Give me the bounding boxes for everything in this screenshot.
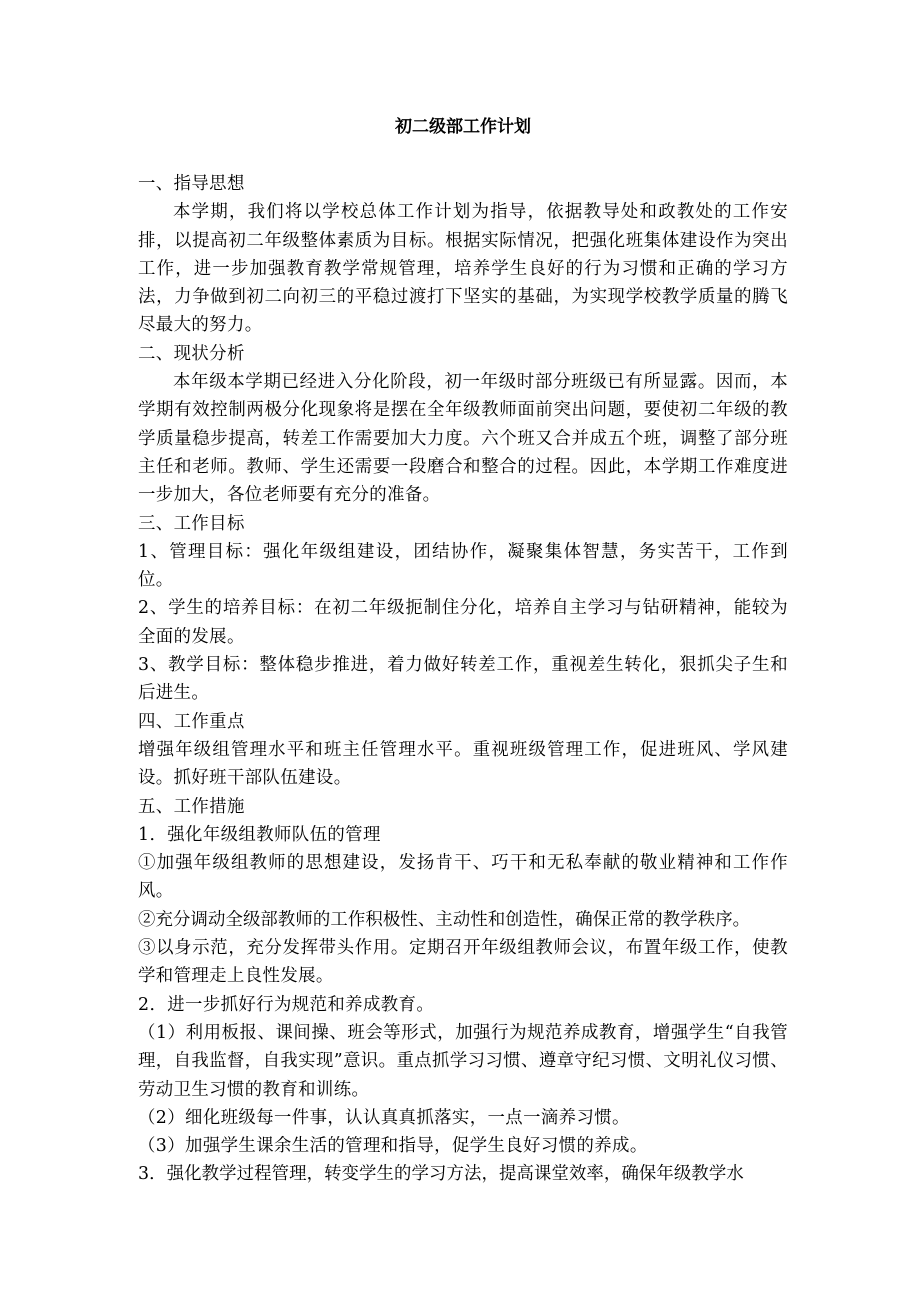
goal-student-training: 2、学生的培养目标：在初二年级扼制住分化，培养自主学习与钻研精神，能较为全面的发展。 bbox=[138, 598, 788, 647]
paragraph-work-focus: 增强年级组管理水平和班主任管理水平。重视班级管理工作，促进班风、学风建设。抓好班干部队伍建设。 bbox=[138, 739, 788, 789]
measure-item: （3）加强学生课余生活的管理和指导，促学生良好习惯的养成。 bbox=[138, 1136, 648, 1157]
measure-item: （1）利用板报、课间操、班会等形式，加强行为规范养成教育，增强学生“自我管理，自我监督，自我实现”意识。重点抓学习习惯、遵章守纪习惯、文明礼仪习惯、劳动卫生习惯的教育和训练。 bbox=[138, 1022, 788, 1100]
paragraph-guiding-ideology: 本学期，我们将以学校总体工作计划为指导，依据教导处和政教处的工作安排，以提高初二年级整体素质为目标。根据实际情况，把强化班集体建设作为突出工作，进一步加强教育教学常规管理，培养学生良好的行为习惯和正确的学习方法，力争做到初二向初三的平稳过渡打下坚实的基础，为实现学校教学质量的腾飞尽最大的努力。 bbox=[138, 202, 788, 336]
measure-heading-behavior-education: 2．进一步抓好行为规范和养成教育。 bbox=[138, 994, 435, 1015]
document-page bbox=[138, 112, 788, 1189]
goal-management: 1、管理目标：强化年级组建设，团结协作，凝聚集体智慧，务实苦干，工作到位。 bbox=[138, 541, 788, 591]
measure-item: ②充分调动全级部教师的工作积极性、主动性和创造性，确保正常的教学秩序。 bbox=[138, 909, 751, 930]
paragraph-status-analysis: 本年级本学期已经进入分化阶段，初一年级时部分班级已有所显露。因而，本学期有效控制两极分化现象将是摆在全年级教师面前突出问题，要使初二年级的教学质量稳步提高，转差工作需要加大力度。六个班又合并成五个班，调整了部分班主任和老师。教师、学生还需要一段磨合和整合的过程。因此，本学期工作难度进一步加大，各位老师要有充分的准备。 bbox=[138, 372, 788, 506]
document-title: 初二级部工作计划 bbox=[395, 117, 531, 137]
section-heading-status-analysis: 二、现状分析 bbox=[138, 343, 245, 364]
measure-item: ③以身示范，充分发挥带头作用。定期召开年级组教师会议，布置年级工作，使教学和管理走上良性发展。 bbox=[138, 938, 788, 987]
goal-teaching: 3、教学目标：整体稳步推进，着力做好转差工作，重视差生转化，狠抓尖子生和后进生。 bbox=[138, 655, 788, 704]
section-heading-work-focus: 四、工作重点 bbox=[138, 711, 245, 732]
measure-heading-teaching-process: 3．强化教学过程管理，转变学生的学习方法，提高课堂效率，确保年级教学水 bbox=[138, 1164, 744, 1185]
measure-heading-teacher-team: 1．强化年级组教师队伍的管理 bbox=[138, 824, 381, 845]
measure-item: ①加强年级组教师的思想建设，发扬肯干、巧干和无私奉献的敬业精神和工作作风。 bbox=[138, 853, 788, 902]
section-heading-guiding-ideology: 一、指导思想 bbox=[138, 174, 245, 194]
measure-item: （2）细化班级每一件事，认认真真抓落实，一点一滴养习惯。 bbox=[138, 1107, 630, 1128]
section-heading-work-goals: 三、工作目标 bbox=[138, 513, 245, 534]
section-heading-work-measures: 五、工作措施 bbox=[138, 796, 245, 817]
